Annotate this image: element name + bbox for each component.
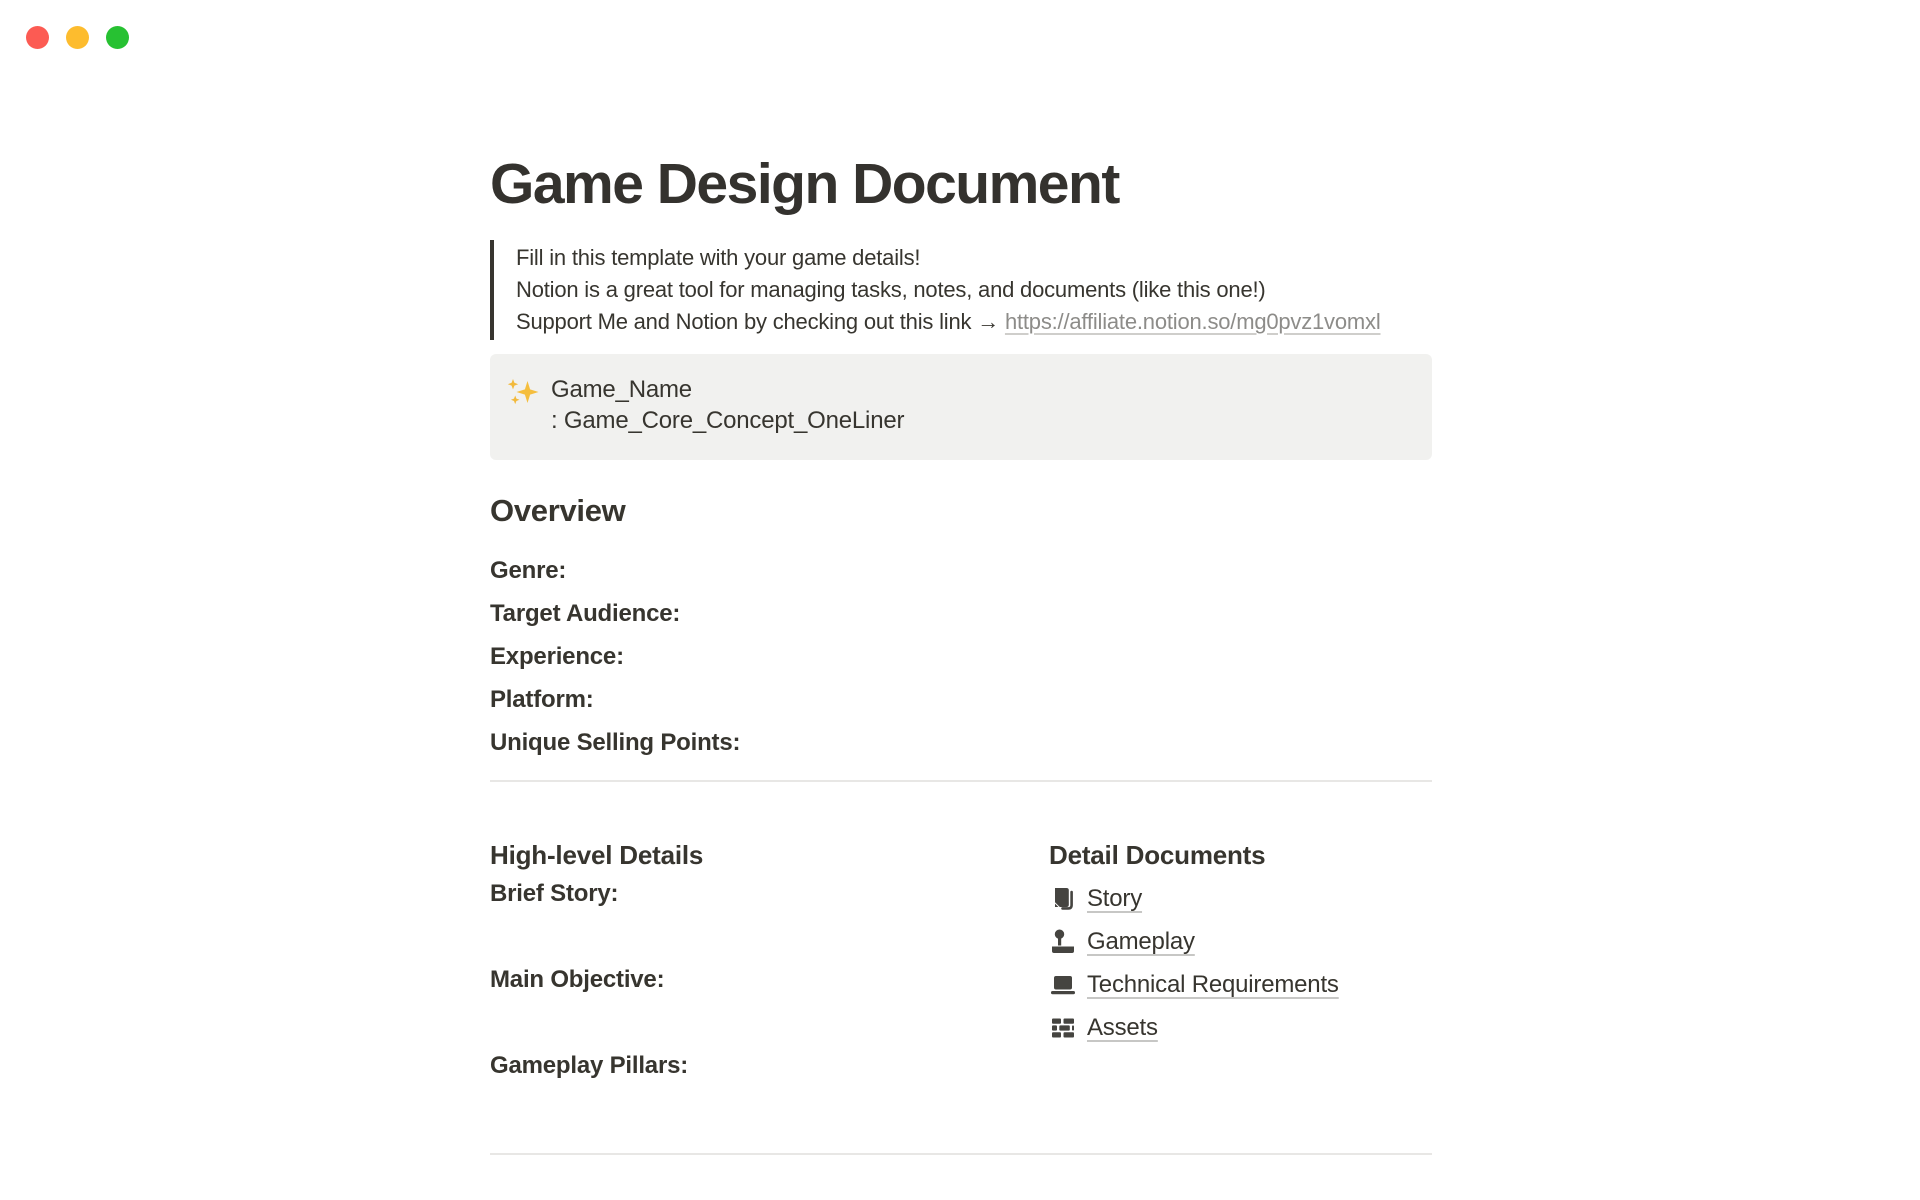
page-link-label: Technical Requirements [1087,970,1339,998]
field-unique-selling-points: Unique Selling Points: [490,729,741,756]
joystick-icon [1049,928,1077,956]
bricks-icon [1049,1014,1077,1042]
divider [490,780,1432,782]
page-link-gameplay[interactable] [1049,925,1432,958]
quote-line-2: Notion is a great tool for managing tasks, notes, and documents (like this one!) [516,277,1266,302]
notebook-icon [1049,885,1077,913]
page-link-label: Gameplay [1087,927,1195,955]
laptop-icon [1049,971,1077,999]
overview-fields [490,554,1432,759]
high-level-details-heading: High-level Details [490,840,704,870]
page-link-label: Story [1087,884,1143,912]
page-content [490,0,1432,1155]
field-platform: Platform: [490,686,594,713]
field-genre: Genre: [490,557,567,584]
column-high-level-details [490,837,1010,1082]
detail-documents-heading: Detail Documents [1049,840,1266,870]
callout-block [490,354,1432,460]
divider [490,1153,1432,1155]
page-title[interactable]: Game Design Document [490,152,1119,216]
two-column-section [490,837,1432,1082]
overview-heading: Overview [490,493,626,528]
page-link-assets[interactable] [1049,1011,1432,1044]
affiliate-link[interactable]: https://affiliate.notion.so/mg0pvz1vomxl [1004,309,1381,334]
field-brief-story: Brief Story: [490,880,619,907]
window-controls [26,26,129,49]
minimize-button[interactable] [66,26,89,49]
quote-line-3 [516,306,1432,338]
field-target-audience: Target Audience: [490,600,681,627]
page-link-story[interactable] [1049,882,1432,915]
quote-line-1: Fill in this template with your game details! [516,245,921,270]
field-gameplay-pillars: Gameplay Pillars: [490,1052,689,1079]
callout-core-concept: : Game_Core_Concept_OneLiner [551,407,905,434]
callout-game-name: Game_Name [551,376,692,403]
callout-text [551,374,904,436]
close-button[interactable] [26,26,49,49]
field-experience: Experience: [490,643,624,670]
column-detail-documents [1049,837,1432,1082]
page-link-label: Assets [1087,1013,1158,1041]
quote-line-3-text: Support Me and Notion by checking out this link → [516,309,1005,334]
sparkles-icon [507,379,539,406]
quote-block [490,240,1432,340]
page-link-technical-requirements[interactable] [1049,968,1432,1001]
zoom-button[interactable] [106,26,129,49]
field-main-objective: Main Objective: [490,966,665,993]
